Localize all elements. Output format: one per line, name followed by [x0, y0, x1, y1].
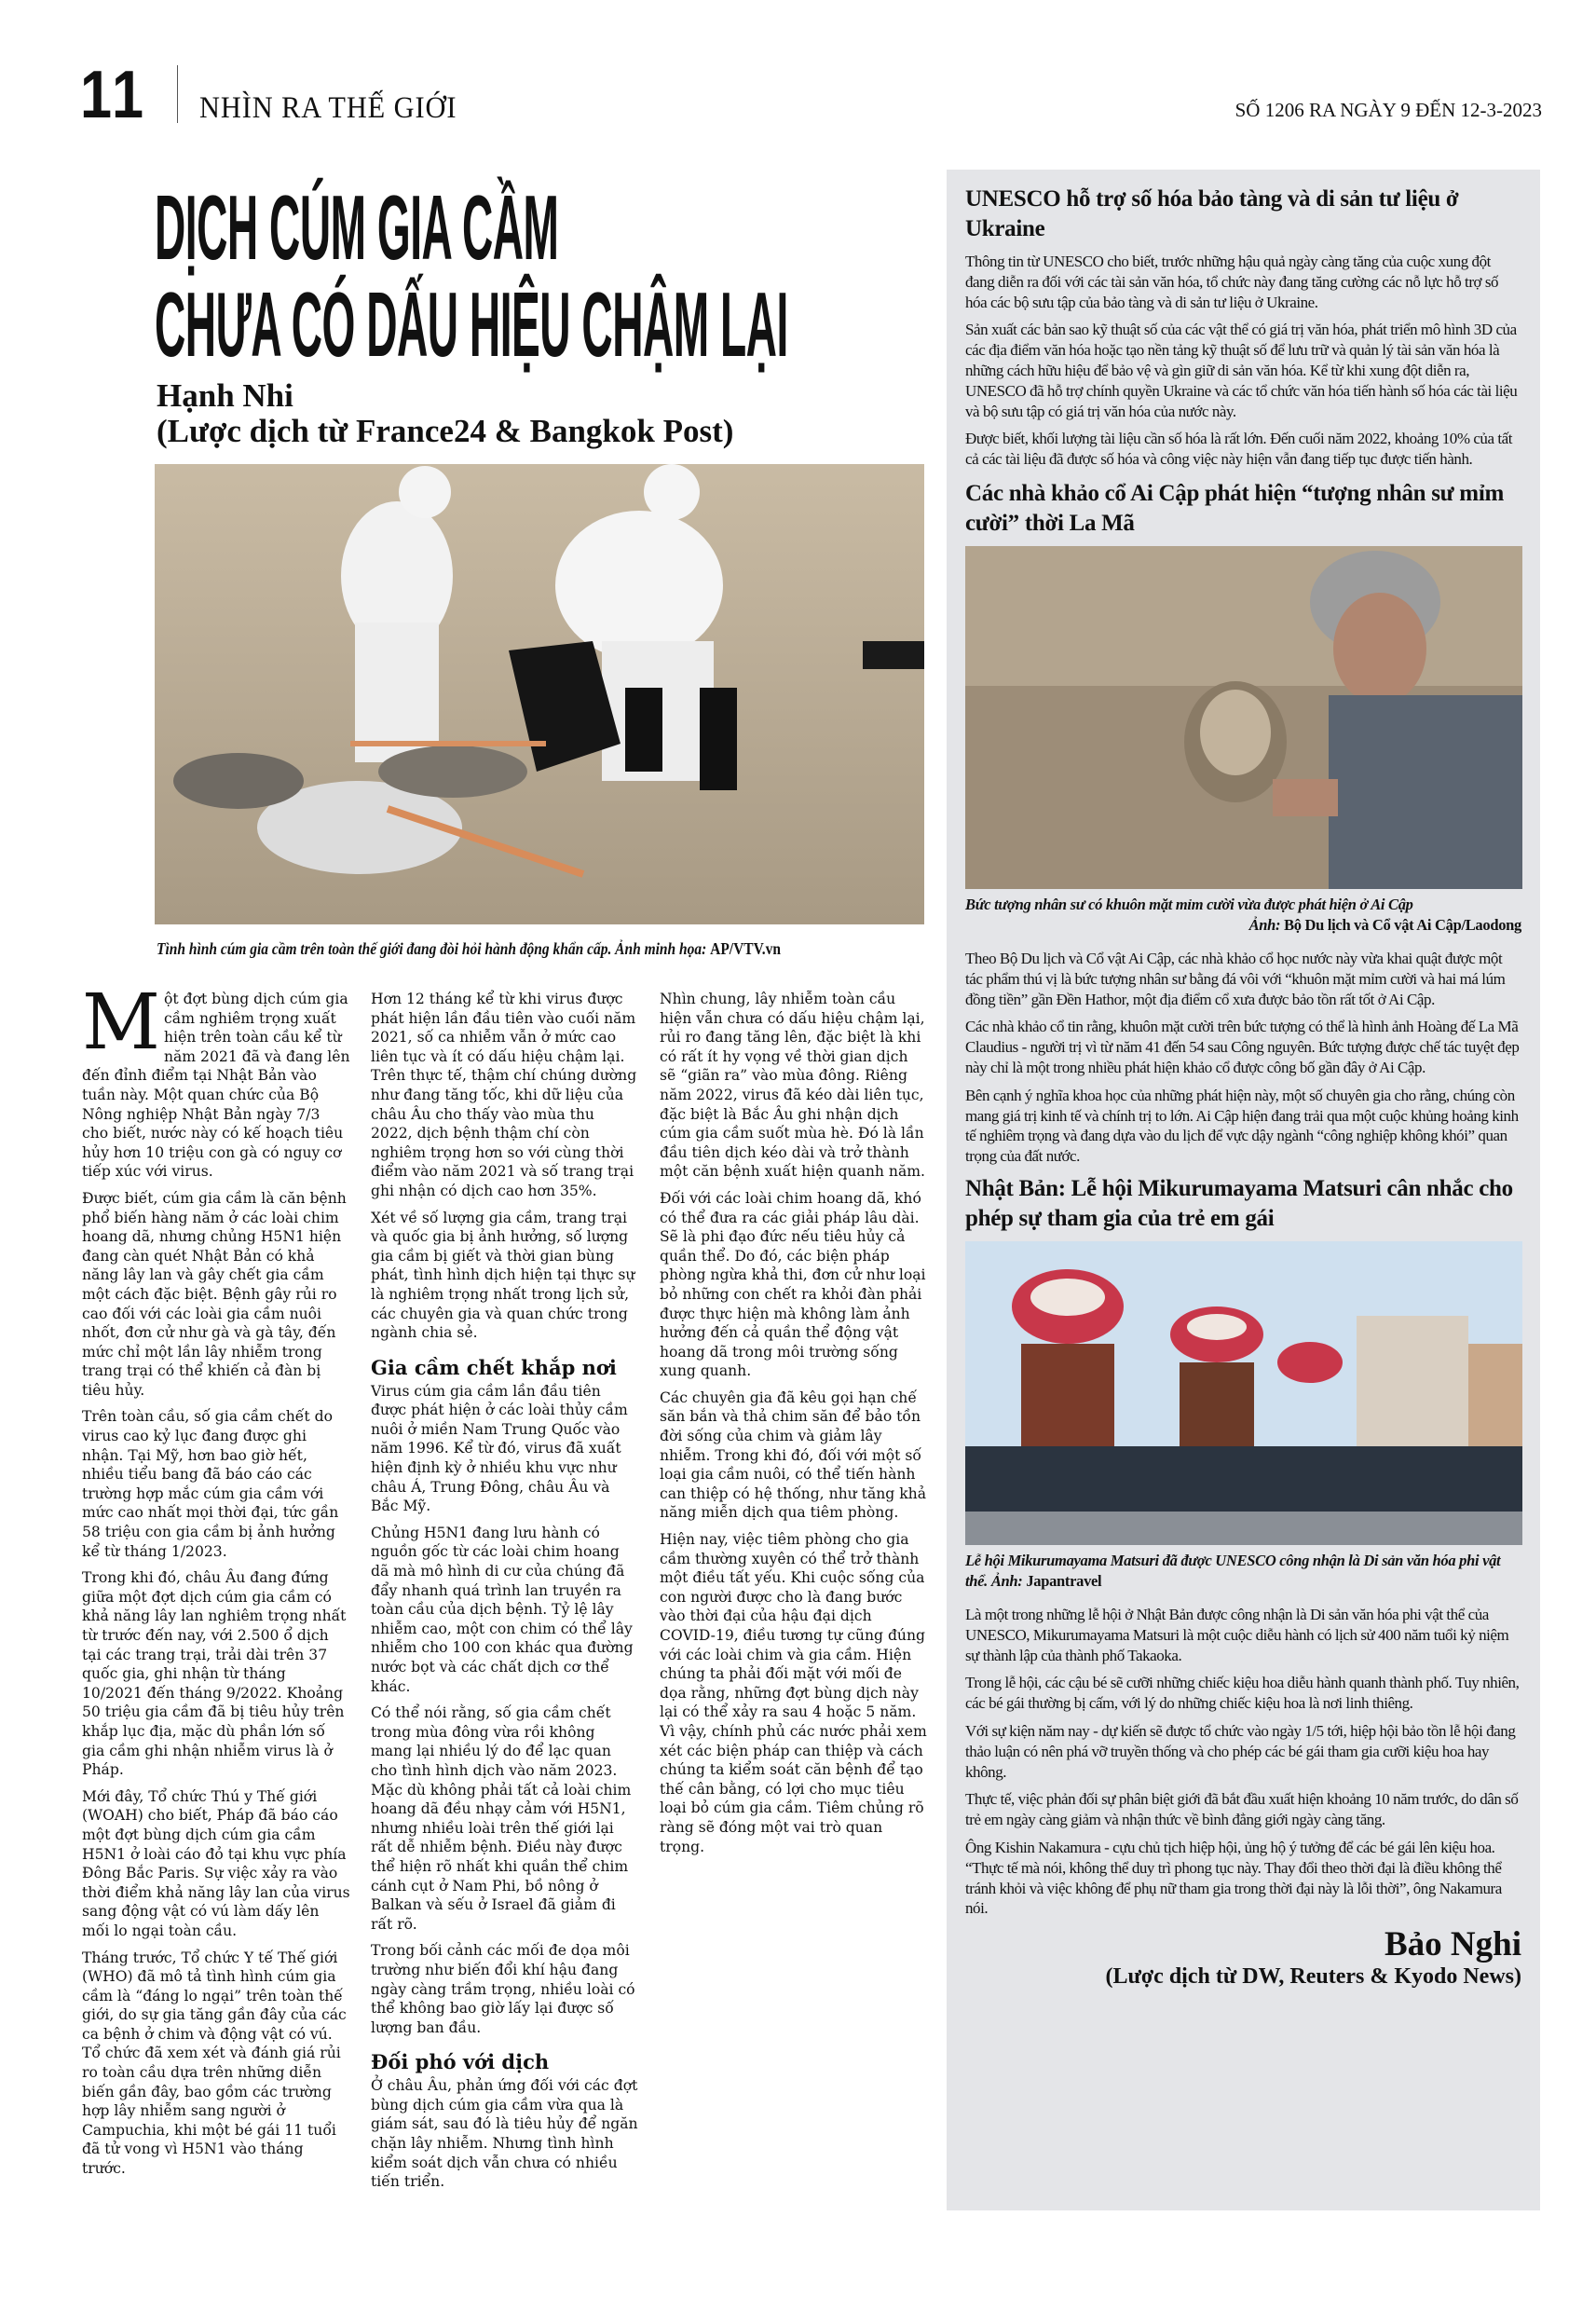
paragraph: Trên toàn cầu, số gia cầm chết do virus cao kỷ lục đang được ghi nhận. Tại Mỹ, hơn bao giờ hết, nhiều tiểu bang đã báo cáo các trường hợp mắc cúm gia cầm với mức cao nhất mọi thời đại, tức gần 58 triệu con gia cầm bị ảnh hưởng kể từ tháng 1/2023.	[82, 1408, 339, 1560]
article-body	[82, 978, 928, 2218]
paragraph: Sản xuất các bản sao kỹ thuật số của các vật thể có giá trị văn hóa, phát triển mô hình 3D của các địa điểm văn hóa hoặc tạo nền tảng kỹ thuật số để lưu trữ và quản lý tài sản văn hóa là những cách hữu hiệu để bảo vệ và gìn giữ di sản văn hóa. Kể từ khi xung đột diễn ra, UNESCO đã hỗ trợ chính quyền Ukraine và các tổ chức văn hóa tiến hành số hóa các tài liệu và bộ sưu tập có giá trị văn hóa của nước này.	[965, 321, 1518, 420]
paragraph: Thông tin từ UNESCO cho biết, trước những hậu quả ngày càng tăng của cuộc xung đột đang diễn ra đối với các tài sản văn hóa, tổ chức này đang tăng cường các nỗ lực hỗ trợ số hóa các bộ sưu tập của bảo tàng và di sản tư liệu ở Ukraine.	[965, 253, 1499, 311]
issue-info: SỐ 1206 RA NGÀY 9 ĐẾN 12-3-2023	[1235, 99, 1542, 121]
drop-cap: M	[82, 978, 160, 1067]
sidebar-source-note: (Lược dịch từ DW, Reuters & Kyodo News)	[1105, 1964, 1521, 1990]
photo-smiling-sphinx	[965, 546, 1522, 889]
paragraph: Virus cúm gia cầm lần đầu tiên được phát hiện ở các loài thủy cầm nuôi ở miền Nam Trung Quốc vào năm 1996. Kể từ đó, virus đã xuất hiện định kỳ ở nhiều khu vực như châu Á, Trung Đông, châu Âu và Bắc Mỹ.	[371, 1382, 628, 1515]
caption-text: Lễ hội Mikurumayama Matsuri đã được UNESCO công nhận là Di sản văn hóa phi vật thể. Ảnh:	[965, 1551, 1501, 1590]
paragraph: Chủng H5N1 đang lưu hành có nguồn gốc từ các loài chim hoang dã mà mô hình di cư của chúng đã đẩy nhanh quá trình lan truyền ra toàn cầu của dịch bệnh. Tỷ lệ lây nhiễm cao, một con chim có thể lây nhiễm cho 100 con khác qua đường nước bọt và các chất dịch cơ thể khác.	[371, 1524, 634, 1695]
paragraph: Xét về số lượng gia cầm, trang trại và quốc gia bị ảnh hưởng, số lượng gia cầm bị giết và thời gian bùng phát, tình hình dịch hiện tại thực sự là nghiêm trọng nhất trong lịch sử, các chuyên gia và quan chức trong ngành chia sẻ.	[371, 1209, 635, 1342]
paragraph: Trong bối cảnh các mối đe dọa môi trường như biến đổi khí hậu đang ngày càng trầm trọng, nhiều loài có thể không bao giờ lấy lại được số lượng ban đầu.	[371, 1942, 635, 2036]
japan-photo-caption	[965, 1551, 1521, 1592]
headline-line-2: CHƯA CÓ DẤU HIỆU CHẬM LẠI	[155, 273, 788, 376]
author: Hạnh Nhi	[157, 377, 293, 414]
headline	[155, 176, 788, 376]
paragraph: Được biết, cúm gia cầm là căn bệnh phổ biến hàng năm ở các loài chim hoang dã, nhưng chủng H5N1 hiện đang càn quét Nhật Bản có khả năng lây lan và gây chết gia cầm một cách đặc biệt. Bệnh gây rủi ro cao đối với các loài gia cầm nuôi nhốt, đơn cử như gà và gà tây, đến mức chỉ một lần lây nhiễm trong trang trại có thể khiến cả đàn bị tiêu hủy.	[82, 1189, 347, 1399]
paragraph: Ông Kishin Nakamura - cựu chủ tịch hiệp hội, ủng hộ ý tưởng để các bé gái lên kiệu hoa. “Thực tế mà nói, không thể duy trì phong tục này. Thay đổi theo thời đại là điều không thể tránh khỏi và việc không để phụ nữ tham gia trong thời đại này là lỗi thời”, ông Nakamura nói.	[965, 1838, 1502, 1918]
lead-text: ột đợt bùng dịch cúm gia cầm nghiêm trọng xuất hiện trên toàn cầu kể từ năm 2021 đã và đang lên đến đỉnh điểm tại Nhật Bản vào tuần này. Một quan chức của Bộ Nông nghiệp Nhật Bản ngày 7/3 cho biết, nước này có kế hoạch tiêu hủy hơn 10 triệu con gà có nguy cơ tiếp xúc với virus.	[82, 991, 350, 1181]
story-title-japan: Nhật Bản: Lễ hội Mikurumayama Matsuri cân nhắc cho phép sự tham gia của trẻ em gái	[965, 1175, 1513, 1231]
paragraph: Trong lễ hội, các cậu bé sẽ cưỡi những chiếc kiệu hoa diễu hành quanh thành phố. Tuy nhiên, các bé gái thường bị cấm, với lý do những chiếc kiệu hoa là nơi linh thiêng.	[965, 1674, 1520, 1713]
subhead: Đối phó với dịch	[371, 2050, 550, 2074]
photo-credit: Japantravel	[1026, 1571, 1102, 1590]
paragraph: Các chuyên gia đã kêu gọi hạn chế săn bắn và thả chim săn để bảo tồn đời sống của chim và giảm lây nhiễm. Trong khi đó, đối với một số loại gia cầm nuôi, có thể tiến hành can thiệp có hệ thống, như tăng khả năng miễn dịch qua tiêm phòng.	[660, 1389, 927, 1522]
paragraph: Hiện nay, việc tiêm phòng cho gia cầm thường xuyên có thể trở thành một điều tất yếu. Khi cuộc sống của con người được cho là đang bước vào thời đại của hậu đại dịch COVID-19, điều tương tự cũng đúng với các loài chim và gia cầm. Hiện chúng ta phải đối mặt với mối đe dọa rằng, những đợt bùng dịch này lại có thể xảy ra sau 4 hoặc 5 năm. Vì vậy, chính phủ các nước phải xem xét các biện pháp can thiệp và cách chúng ta kiểm soát căn bệnh để tạo thế cân bằng, có lợi cho mục tiêu loại bỏ cúm gia cầm. Tiêm chủng rõ ràng sẽ đóng một vai trò quan trọng.	[660, 1531, 927, 1855]
byline	[157, 378, 733, 449]
credit-text: Bộ Du lịch và Cổ vật Ai Cập/Laodong	[1284, 915, 1521, 934]
paragraph: Thực tế, việc phản đối sự phân biệt giới đã bắt đầu xuất hiện khoảng 10 năm trước, do dân số trẻ em ngày càng giảm và nhận thức về bình đẳng giới ngày càng tăng.	[965, 1790, 1519, 1829]
section-name: NHÌN RA THẾ GIỚI	[199, 91, 457, 125]
paragraph: Mới đây, Tổ chức Thú y Thế giới (WOAH) cho biết, Pháp đã báo cáo một đợt bùng dịch cúm gia cầm H5N1 ở loài cáo đỏ tại khu vực phía Đông Bắc Paris. Sự việc xảy ra vào thời điểm khả năng lây lan của virus sang động vật có vú làm dấy lên mối lo ngại toàn cầu.	[82, 1787, 350, 1939]
caption-text: Tình hình cúm gia cầm trên toàn thế giới đang đòi hỏi hành động khẩn cấp. Ảnh minh họa:	[157, 939, 711, 958]
paragraph: Đối với các loài chim hoang dã, khó có thể đưa ra các giải pháp lâu dài. Sẽ là phi đạo đức nếu tiêu hủy cả quần thể. Do đó, các biện pháp phòng ngừa khả thi, đơn cử như loại bỏ những con chết ra khỏi đàn phải được thực hiện mà không làm ảnh hưởng đến cả quần thể động vật hoang dã trong môi trường sống xung quanh.	[660, 1189, 926, 1380]
page-number: 11	[80, 58, 147, 132]
credit-label: Ảnh:	[1248, 915, 1285, 934]
photo-credit: AP/VTV.vn	[710, 939, 781, 958]
paragraph: Trong khi đó, châu Âu đang đứng giữa một đợt dịch cúm gia cầm có khả năng lây lan nghiêm trọng nhất từ trước đến nay, với 2.500 ổ dịch tại các trang trại, trải dài trên 37 quốc gia, ghi nhận từ tháng 10/2021 đến tháng 9/2022. Khoảng 50 triệu gia cầm đã bị tiêu hủy trên khắp lục địa, mặc dù phần lớn số gia cầm ghi nhận nhiễm virus là ở Pháp.	[82, 1569, 347, 1779]
paragraph: Tháng trước, Tổ chức Y tế Thế giới (WHO) đã mô tả tình hình cúm gia cầm là “đáng lo ngại” trên toàn thế giới, do sự gia tăng gần đây của các ca bệnh ở chim và động vật có vú. Tổ chức đã xem xét và đánh giá rủi ro toàn cầu dựa trên những diễn biến gần đây, bao gồm các trường hợp lây nhiễm sang người ở Campuchia, khi một bé gái 11 tuổi đã tử vong vì H5N1 vào tháng trước.	[82, 1949, 347, 2178]
headline-line-1: DỊCH CÚM GIA CẦM	[155, 176, 559, 279]
caption-text: Bức tượng nhân sư có khuôn mặt mỉm cười vừa được phát hiện ở Ai Cập	[965, 895, 1413, 913]
paragraph: Được biết, khối lượng tài liệu cần số hóa là rất lớn. Đến cuối năm 2022, khoảng 10% của tất cả các tài liệu đã được số hóa và công việc này hiện vẫn đang tiếp tục được tiến hành.	[965, 430, 1513, 469]
sidebar-author: Bảo Nghi	[1384, 1925, 1521, 1964]
egypt-photo-caption	[965, 895, 1521, 936]
photo-credit	[965, 915, 1521, 936]
paragraph: Với sự kiện năm nay - dự kiến sẽ được tổ chức vào ngày 1/5 tới, hiệp hội bảo tồn lễ hội đang thảo luận có nên phá vỡ truyền thống và cho phép các bé gái tham gia cưỡi kiệu hoa hay không.	[965, 1721, 1516, 1781]
paragraph: Nhìn chung, lây nhiễm toàn cầu hiện vẫn chưa có dấu hiệu chậm lại, rủi ro đang tăng lên, đặc biệt là khi có rất ít hy vọng về thời gian dịch sẽ “giãn ra” vào mùa đông. Riêng năm 2022, virus đã kéo dài liên tục, đặc biệt là Bắc Âu ghi nhận dịch cúm gia cầm suốt mùa hè. Đó là lần đầu tiên dịch kéo dài và trở thành một căn bệnh xuất hiện quanh năm.	[660, 991, 926, 1181]
source-note: (Lược dịch từ France24 & Bangkok Post)	[157, 413, 734, 449]
paragraph: Có thể nói rằng, số gia cầm chết trong mùa đông vừa rồi không mang lại nhiều lý do để lạc quan cho tình hình dịch vào năm 2023. Mặc dù không phải tất cả loài chim hoang dã đều nhạy cảm với H5N1, nhưng nhiều loài trên thế giới lại rất dễ nhiễm bệnh. Điều này được thể hiện rõ nhất khi quần thể chim cánh cụt ở Nam Phi, bồ nông ở Balkan và sếu ở Israel đã giảm đi rất rõ.	[371, 1704, 632, 1933]
paragraph: Các nhà khảo cổ tin rằng, khuôn mặt cười trên bức tượng có thể là hình ảnh Hoàng đế La Mã Claudius - người trị vì từ năm 41 đến 54 sau Công nguyên. Bức tượng được chế tác tuyệt đẹp này chỉ là một trong nhiều phát hiện khảo cổ được công bố gần đây ở Ai Cập.	[965, 1018, 1520, 1076]
header-divider	[177, 65, 178, 123]
photo-mikurumayama-festival	[965, 1241, 1522, 1545]
story-title-egypt: Các nhà khảo cổ Ai Cập phát hiện “tượng nhân sư mỉm cười” thời La Mã	[965, 480, 1504, 536]
story-title-unesco: UNESCO hỗ trợ số hóa bảo tàng và di sản tư liệu ở Ukraine	[965, 186, 1459, 241]
main-photo-caption	[157, 939, 781, 959]
main-photo-bird-flu-workers	[155, 464, 924, 924]
news-sidebar	[947, 170, 1540, 2210]
paragraph: Theo Bộ Du lịch và Cổ vật Ai Cập, các nhà khảo cổ học nước này vừa khai quật được một tác phẩm thú vị là bức tượng nhân sư bằng đá vôi với “khuôn mặt mỉm cười và hai má lúm đồng tiền” gần Đền Hathor, một địa điểm cổ xưa được bảo tồn rất tốt ở Ai Cập.	[965, 949, 1506, 1008]
lead-paragraph	[82, 978, 350, 1182]
paragraph: Hơn 12 tháng kể từ khi virus được phát hiện lần đầu tiên vào cuối năm 2021, số ca nhiễm vẫn ở mức cao liên tục và ít có dấu hiệu chậm lại. Trên thực tế, thậm chí chúng dường như đang tăng tốc, khi dữ liệu của châu Âu cho thấy vào mùa thu 2022, dịch bệnh thậm chí còn nghiêm trọng hơn so với cùng thời điểm vào năm 2021 và số trang trại ghi nhận có dịch cao hơn 35%.	[371, 991, 637, 1199]
subhead: Gia cầm chết khắp nơi	[371, 1355, 617, 1379]
paragraph: Là một trong những lễ hội ở Nhật Bản được công nhận là Di sản văn hóa phi vật thể của UNESCO, Mikurumayama Matsuri là một cuộc diễu hành có lịch sử 400 năm tuổi kỷ niệm sự thành lập của thành phố Takaoka.	[965, 1605, 1509, 1664]
paragraph: Ở châu Âu, phản ứng đối với các đợt bùng dịch cúm gia cầm vừa qua là giám sát, sau đó là tiêu hủy để ngăn chặn lây nhiễm. Nhưng tình hình kiểm soát dịch vẫn chưa có nhiều tiến triển.	[371, 2077, 638, 2191]
paragraph: Bên cạnh ý nghĩa khoa học của những phát hiện này, một số chuyên gia cho rằng, chúng còn mang giá trị kinh tế và chính trị to lớn. Ai Cập hiện đang trải qua một cuộc khủng hoảng kinh tế nghiêm trọng và đang dựa vào du lịch để vực dậy ngành “công nghiệp không khói” quan trọng của đất nước.	[965, 1086, 1519, 1166]
